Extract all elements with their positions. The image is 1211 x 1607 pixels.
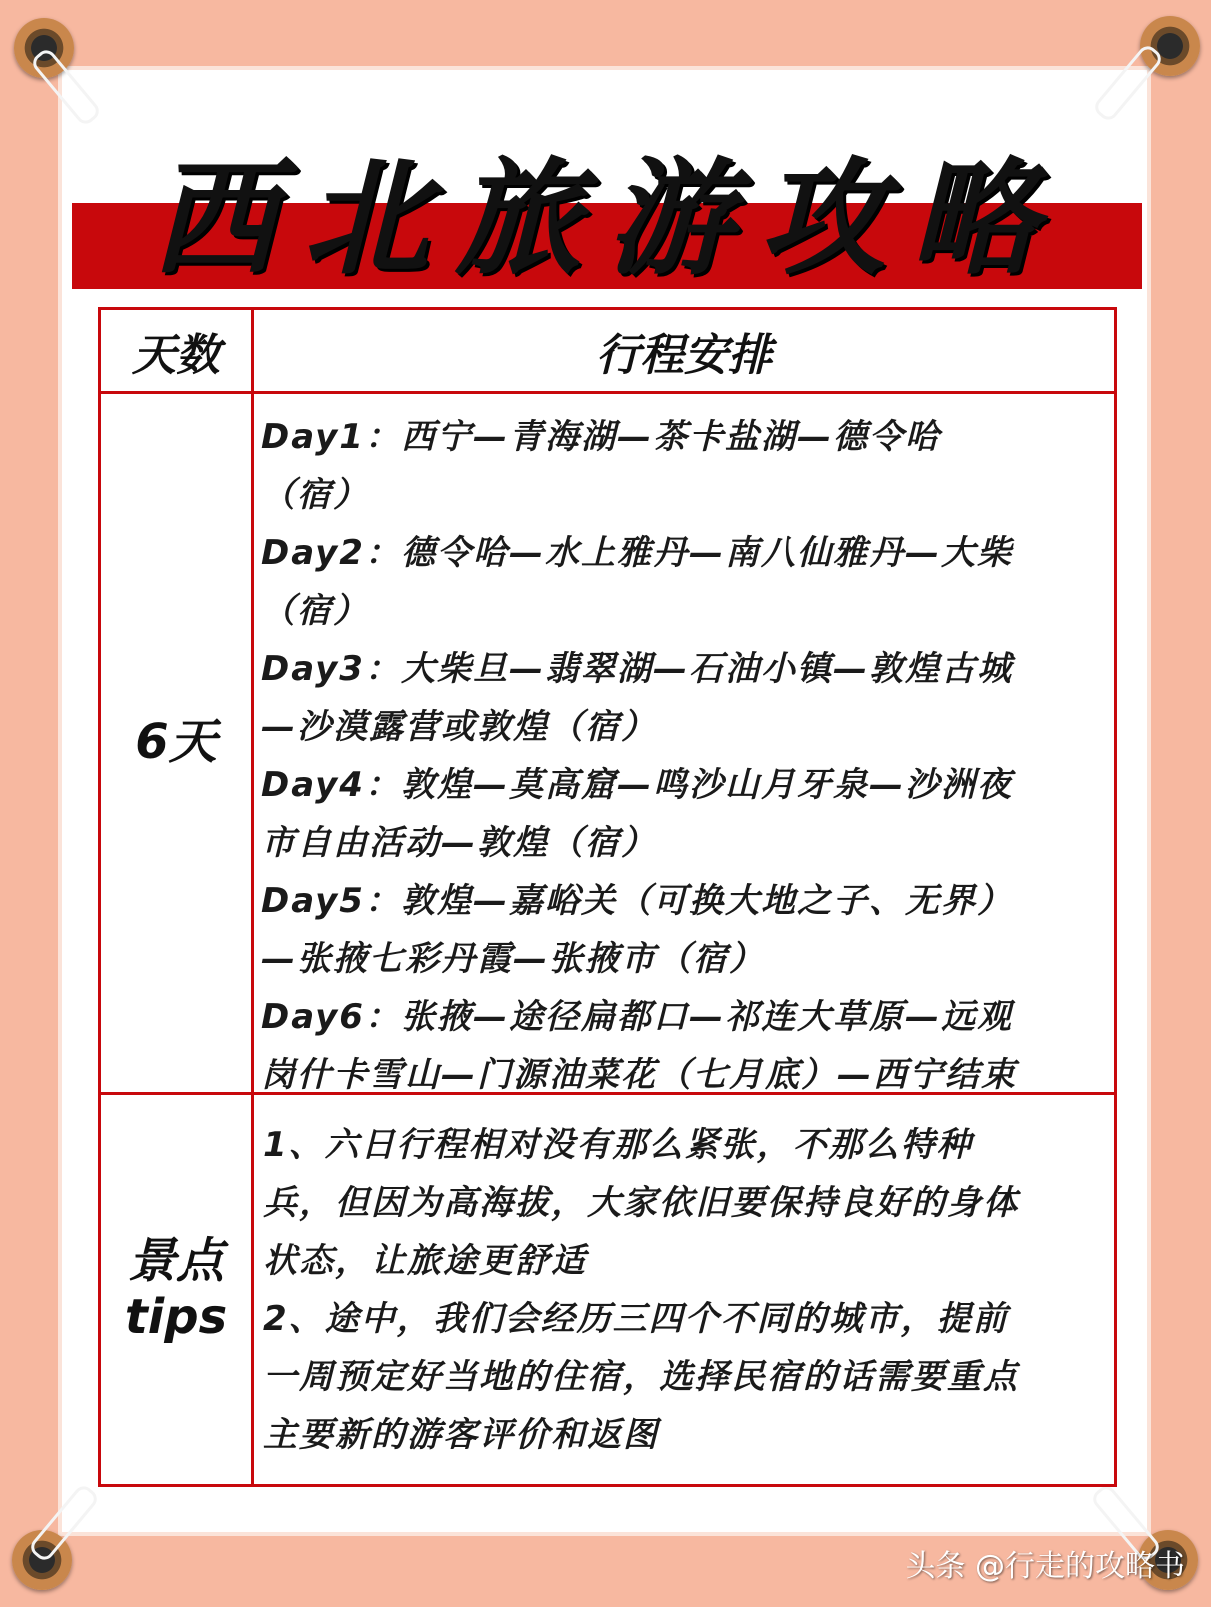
days-count-text: 6天: [135, 714, 217, 771]
header-days: 天数: [132, 329, 220, 381]
tips-line: 2、途中，我们会经历三四个不同的城市，提前: [263, 1299, 1009, 1339]
watermark: 头条 @行走的攻略书: [905, 1549, 1185, 1584]
tips-line: 1、六日行程相对没有那么紧张，不那么特种: [263, 1125, 973, 1165]
itinerary-content: [261, 408, 1111, 1095]
itinerary-line: Day2：德令哈—水上雅丹—南八仙雅丹—大柴: [261, 533, 1013, 573]
tips-line: 一周预定好当地的住宿，选择民宿的话需要重点: [263, 1357, 1019, 1397]
page-title: 西北旅游攻略: [151, 144, 1063, 292]
itinerary-line: —沙漠露营或敦煌（宿）: [261, 707, 657, 747]
tips-content: [263, 1116, 1113, 1476]
itinerary-line: 岗什卡雪山—门源油菜花（七月底）—西宁结束: [261, 1055, 1017, 1095]
itinerary-line: （宿）: [261, 591, 369, 631]
itinerary-line: Day4：敦煌—莫高窟—鸣沙山月牙泉—沙洲夜: [261, 765, 1013, 805]
itinerary-table: [98, 307, 1117, 1487]
itinerary-line: Day3：大柴旦—翡翠湖—石油小镇—敦煌古城: [261, 649, 1013, 689]
row-divider-header: [101, 391, 1114, 394]
itinerary-line: 市自由活动—敦煌（宿）: [261, 823, 657, 863]
itinerary-line: —张掖七彩丹霞—张掖市（宿）: [261, 939, 765, 979]
column-divider: [251, 310, 254, 1484]
tips-label: [101, 1095, 251, 1484]
tips-line: 状态，让旅途更舒适: [263, 1241, 587, 1281]
itinerary-line: Day5：敦煌—嘉峪关（可换大地之子、无界）: [261, 881, 1013, 921]
itinerary-line: （宿）: [261, 475, 369, 515]
tips-label-line2: tips: [124, 1288, 228, 1345]
tips-line: 兵，但因为高海拔，大家依旧要保持良好的身体: [263, 1183, 1019, 1223]
tips-label-line1: 景点: [127, 1233, 224, 1290]
header-itinerary: 行程安排: [596, 329, 772, 381]
itinerary-line: Day6：张掖—途径扁都口—祁连大草原—远观: [261, 997, 1013, 1037]
itinerary-line: Day1：西宁—青海湖—茶卡盐湖—德令哈: [261, 417, 941, 457]
days-count-label: [101, 394, 251, 1092]
tips-line: 主要新的游客评价和返图: [263, 1415, 659, 1455]
